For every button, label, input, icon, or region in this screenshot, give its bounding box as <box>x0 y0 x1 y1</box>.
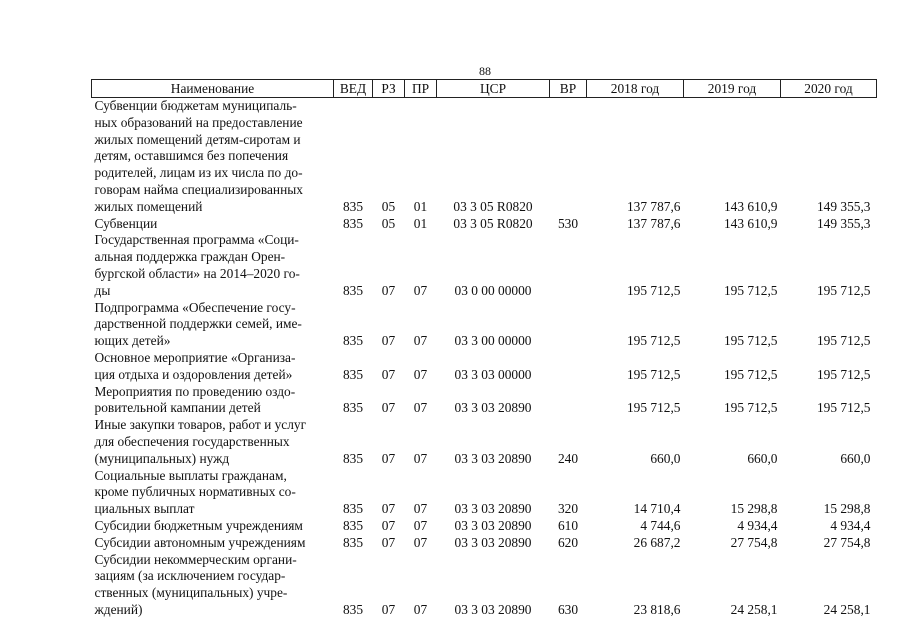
cell-name <box>92 384 334 418</box>
cell-pr: 01 <box>413 215 428 231</box>
cell-ved: 835 <box>342 450 364 466</box>
column-header-2019: 2019 год <box>684 80 781 98</box>
cell-rz: 07 <box>381 450 396 466</box>
name-line: жилых помещений детям-сиротам и <box>94 131 301 147</box>
name-line: (муниципальных) нужд <box>94 450 230 466</box>
cell-rz: 05 <box>381 198 396 214</box>
cell-pr: 07 <box>413 534 428 550</box>
cell-ved: 835 <box>342 601 364 617</box>
cell-2019: 4 934,4 <box>737 517 778 533</box>
cell-csr: 03 0 00 00000 <box>454 282 532 298</box>
cell-2019: 24 258,1 <box>730 601 778 617</box>
cell-rz: 07 <box>381 333 396 349</box>
cell-2018: 137 787,6 <box>626 215 681 231</box>
cell-vr <box>550 350 587 384</box>
table-body <box>92 98 877 619</box>
table-row <box>92 232 877 299</box>
table-row <box>92 300 877 350</box>
column-header-2018: 2018 год <box>587 80 684 98</box>
name-line: Субвенции <box>94 215 158 231</box>
table-row <box>92 384 877 418</box>
cell-name <box>92 350 334 384</box>
cell-ved: 835 <box>342 501 364 517</box>
cell-ved: 835 <box>342 198 364 214</box>
cell-vr: 620 <box>557 534 579 550</box>
name-line: ды <box>94 282 111 298</box>
cell-2020: 195 712,5 <box>816 282 871 298</box>
table-row <box>92 98 877 216</box>
cell-name <box>92 535 334 552</box>
cell-2018: 195 712,5 <box>626 366 681 382</box>
cell-name <box>92 216 334 233</box>
cell-csr: 03 3 03 20890 <box>454 450 532 466</box>
table-row <box>92 216 877 233</box>
cell-rz: 07 <box>381 400 396 416</box>
cell-rz: 07 <box>381 282 396 298</box>
table-row <box>92 468 877 518</box>
cell-csr: 03 3 00 00000 <box>454 333 532 349</box>
cell-2019: 143 610,9 <box>723 198 778 214</box>
cell-2020: 195 712,5 <box>816 333 871 349</box>
cell-2018: 660,0 <box>650 450 681 466</box>
column-header-name: Наименование <box>92 80 334 98</box>
cell-2019: 195 712,5 <box>723 400 778 416</box>
cell-name <box>92 518 334 535</box>
name-line: Субсидии бюджетным учреждениям <box>94 517 303 533</box>
name-line: ственных (муниципальных) учре- <box>94 585 288 601</box>
cell-2019: 195 712,5 <box>723 366 778 382</box>
cell-2019: 15 298,8 <box>730 501 778 517</box>
cell-2018: 4 744,6 <box>640 517 681 533</box>
cell-2020: 195 712,5 <box>816 400 871 416</box>
cell-rz: 07 <box>381 501 396 517</box>
table-row <box>92 417 877 467</box>
cell-2019: 143 610,9 <box>723 215 778 231</box>
cell-ved: 835 <box>342 400 364 416</box>
cell-csr: 03 3 03 20890 <box>454 601 532 617</box>
cell-2018: 26 687,2 <box>633 534 681 550</box>
cell-vr <box>550 300 587 350</box>
cell-vr <box>550 384 587 418</box>
cell-rz: 07 <box>381 601 396 617</box>
column-header-2020: 2020 год <box>781 80 877 98</box>
cell-2020: 24 258,1 <box>823 601 871 617</box>
cell-vr: 320 <box>557 501 579 517</box>
cell-pr: 07 <box>413 333 428 349</box>
cell-2020: 149 355,3 <box>816 215 871 231</box>
cell-vr: 610 <box>557 517 579 533</box>
cell-name <box>92 232 334 299</box>
cell-csr: 03 3 03 00000 <box>454 366 532 382</box>
cell-2019: 195 712,5 <box>723 282 778 298</box>
cell-2018: 195 712,5 <box>626 282 681 298</box>
name-line: ждений) <box>94 601 143 617</box>
column-header-ved: ВЕД <box>334 80 373 98</box>
cell-ved: 835 <box>342 366 364 382</box>
table-row <box>92 552 877 619</box>
name-line: ющих детей» <box>94 333 171 349</box>
cell-csr: 03 3 05 R0820 <box>453 198 533 214</box>
name-line: ных образований на предоставление <box>94 114 303 130</box>
cell-csr: 03 3 03 20890 <box>454 534 532 550</box>
cell-rz: 07 <box>381 534 396 550</box>
cell-vr: 630 <box>557 601 579 617</box>
name-line: родителей, лицам из их числа по до- <box>94 165 303 181</box>
cell-2020: 15 298,8 <box>823 501 871 517</box>
column-header-rz: РЗ <box>373 80 405 98</box>
cell-vr <box>550 232 587 299</box>
name-line: Подпрограмма «Обеспечение госу- <box>94 299 296 315</box>
table-row <box>92 518 877 535</box>
cell-name <box>92 552 334 619</box>
cell-vr: 240 <box>557 450 579 466</box>
cell-rz: 07 <box>381 517 396 533</box>
column-header-vr: ВР <box>550 80 587 98</box>
name-line: зациям (за исключением государ- <box>94 568 286 584</box>
cell-vr <box>550 98 587 216</box>
column-header-csr: ЦСР <box>437 80 550 98</box>
name-line: альная поддержка граждан Орен- <box>94 249 286 265</box>
table-row <box>92 350 877 384</box>
cell-ved: 835 <box>342 215 364 231</box>
cell-pr: 07 <box>413 400 428 416</box>
budget-table <box>91 79 877 619</box>
cell-2020: 27 754,8 <box>823 534 871 550</box>
cell-2020: 4 934,4 <box>830 517 871 533</box>
cell-ved: 835 <box>342 333 364 349</box>
cell-2018: 195 712,5 <box>626 333 681 349</box>
name-line: дарственной поддержки семей, име- <box>94 316 302 332</box>
name-line: Основное мероприятие «Организа- <box>94 349 296 365</box>
cell-pr: 07 <box>413 450 428 466</box>
name-line: циальных выплат <box>94 501 195 517</box>
name-line: бургской области» на 2014–2020 го- <box>94 265 300 281</box>
name-line: жилых помещений <box>94 198 203 214</box>
cell-pr: 07 <box>413 366 428 382</box>
cell-ved: 835 <box>342 282 364 298</box>
cell-pr: 07 <box>413 601 428 617</box>
table-row <box>92 535 877 552</box>
cell-pr: 07 <box>413 501 428 517</box>
name-line: Социальные выплаты гражданам, <box>94 467 287 483</box>
cell-name <box>92 98 334 216</box>
cell-ved: 835 <box>342 517 364 533</box>
cell-pr: 07 <box>413 517 428 533</box>
cell-csr: 03 3 03 20890 <box>454 501 532 517</box>
cell-2019: 660,0 <box>747 450 778 466</box>
name-line: Государственная программа «Соци- <box>94 232 299 248</box>
column-header-pr: ПР <box>405 80 437 98</box>
name-line: Мероприятия по проведению оздо- <box>94 383 296 399</box>
cell-csr: 03 3 03 20890 <box>454 517 532 533</box>
cell-name <box>92 468 334 518</box>
name-line: Иные закупки товаров, работ и услуг <box>94 417 307 433</box>
name-line: говорам найма специализированных <box>94 181 303 197</box>
cell-csr: 03 3 03 20890 <box>454 400 532 416</box>
cell-2020: 660,0 <box>840 450 871 466</box>
name-line: для обеспечения государственных <box>94 433 290 449</box>
cell-name <box>92 417 334 467</box>
cell-vr: 530 <box>557 215 579 231</box>
cell-2018: 23 818,6 <box>633 601 681 617</box>
cell-rz: 05 <box>381 215 396 231</box>
cell-name <box>92 300 334 350</box>
cell-pr: 07 <box>413 282 428 298</box>
name-line: Субсидии некоммерческим органи- <box>94 551 297 567</box>
cell-2019: 27 754,8 <box>730 534 778 550</box>
cell-csr: 03 3 05 R0820 <box>453 215 533 231</box>
name-line: ровительной кампании детей <box>94 400 261 416</box>
cell-pr: 01 <box>413 198 428 214</box>
name-line: Субсидии автономным учреждениям <box>94 534 306 550</box>
page-number: 88 <box>479 64 491 78</box>
name-line: кроме публичных нормативных со- <box>94 484 296 500</box>
cell-2019: 195 712,5 <box>723 333 778 349</box>
cell-rz: 07 <box>381 366 396 382</box>
name-line: ция отдыха и оздоровления детей» <box>94 366 293 382</box>
name-line: Субвенции бюджетам муниципаль- <box>94 98 297 113</box>
cell-2018: 14 710,4 <box>633 501 681 517</box>
name-line: детям, оставшимся без попечения <box>94 148 289 164</box>
cell-2020: 149 355,3 <box>816 198 871 214</box>
cell-2018: 137 787,6 <box>626 198 681 214</box>
cell-ved: 835 <box>342 534 364 550</box>
table-header-row <box>92 80 877 98</box>
cell-2020: 195 712,5 <box>816 366 871 382</box>
cell-2018: 195 712,5 <box>626 400 681 416</box>
